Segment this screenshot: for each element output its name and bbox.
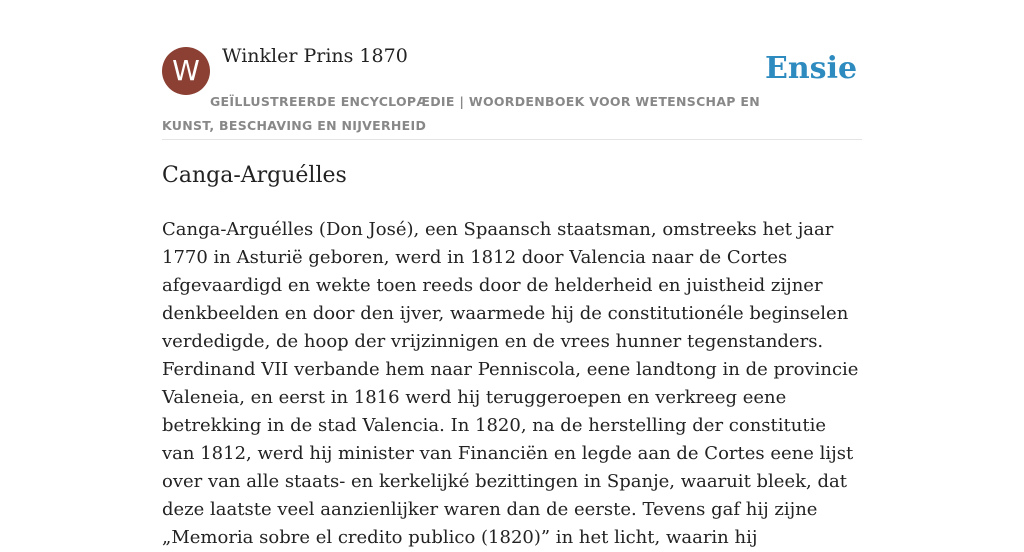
site-title[interactable]: Winkler Prins 1870 (222, 45, 408, 67)
article-title: Canga-Arguélles (162, 163, 347, 188)
article-body: Canga-Arguélles (Don José), een Spaansch staatsman, omstreeks het jaar 1770 in Asturië geboren, werd in 1812 door Valencia naar de Cortes afgevaardigd en wekte toen reeds door de helderheid en juistheid zijner denkbeelden en door den ijver, waarmede hij de constitutionéle beginselen verdedigde, de hoop der vrijzinnigen en de vrees hunner tegenstanders. Ferdinand VII verbande hem naar Penniscola, eene landtong in de provincie Valeneia, en eerst in 1816 werd hij teruggeroepen en verkreeg eene betrekking in de stad Valencia. In 1820, na de herstelling der constitutie van 1812, werd hij minister van Financiën en legde aan de Cortes eene lijst over van alle staats- en kerkelijké bezittingen in Spanje, waaruit bleek, dat deze laatste veel aanzienlijker waren dan de eerste. Tevens gaf hij zijne „Memoria sobre el credito publico (1820)” in het licht, waarin hij (162, 219, 859, 548)
header-divider (162, 139, 862, 140)
site-subtitle: GEÏLLUSTREERDE ENCYCLOPÆDIE | WOORDENBOEK VOOR WETENSCHAP EN KUNST, BESCHAVING EN NIJVERHEID (162, 94, 760, 133)
brand-logo[interactable]: Ensie (765, 51, 858, 86)
avatar[interactable]: W (162, 47, 210, 95)
